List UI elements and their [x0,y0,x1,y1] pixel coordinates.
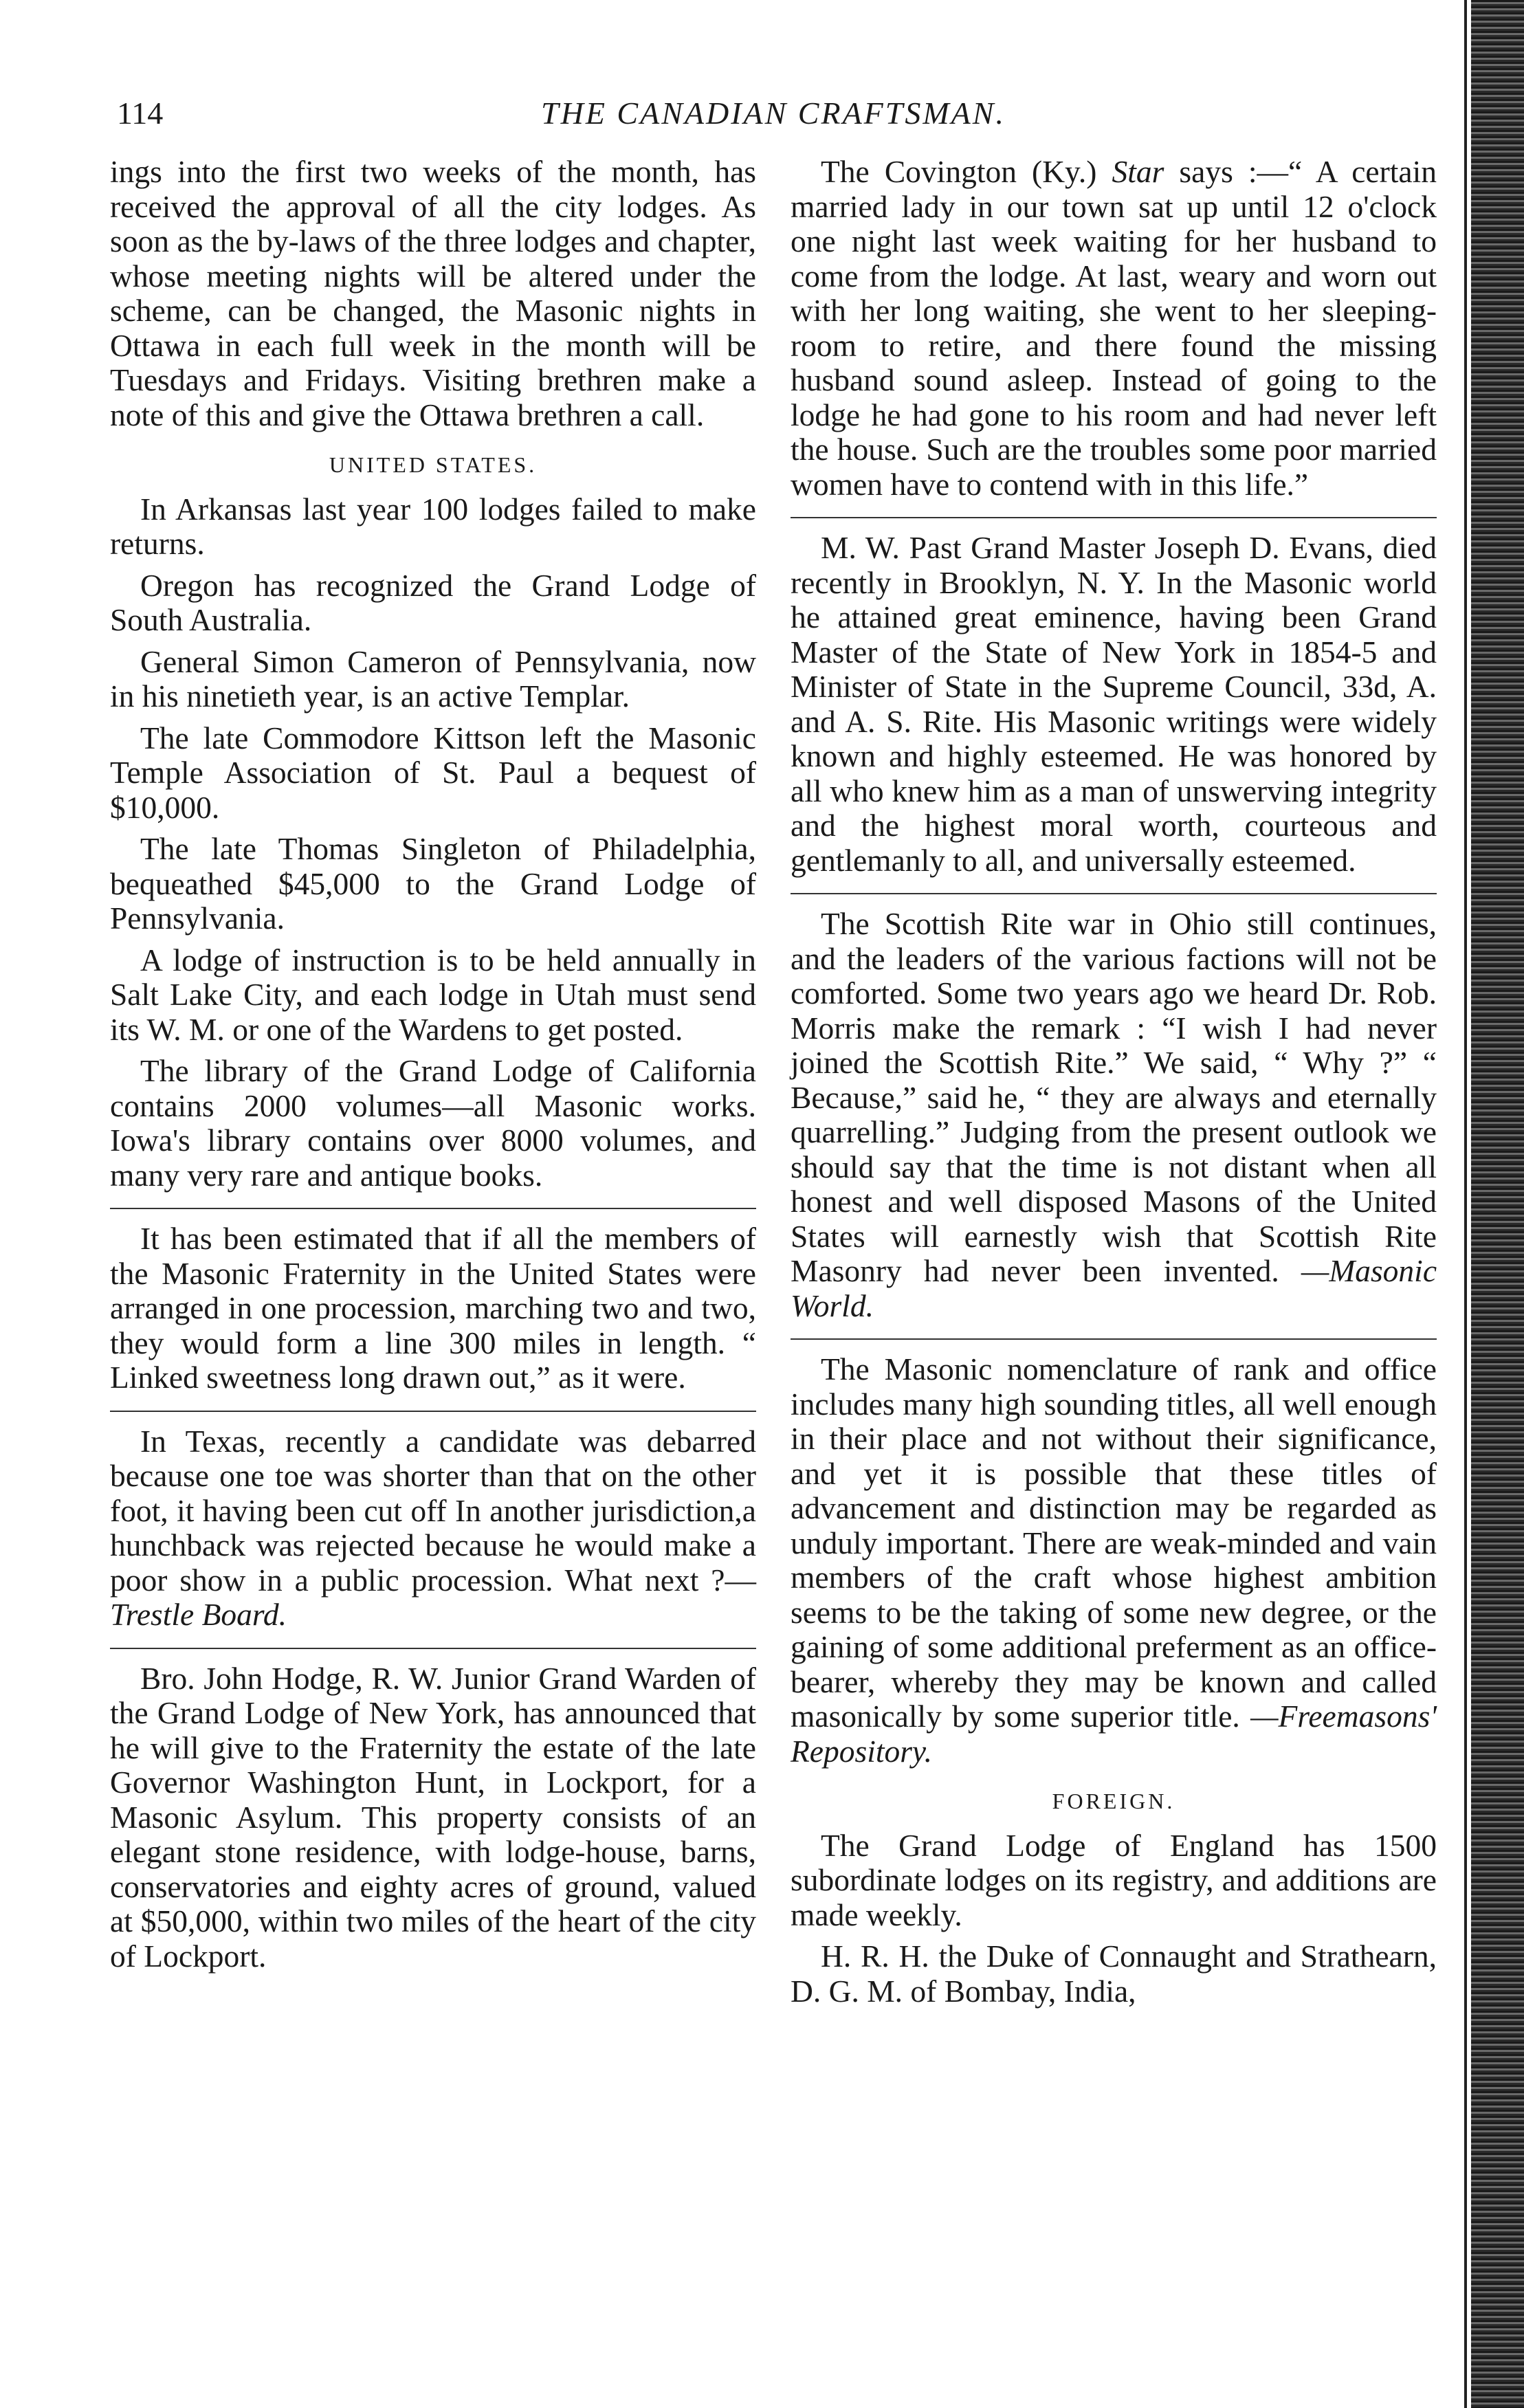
covington-post: says :—“ A certain married lady in our town sat up until 12 o'clock one night last week waiting for her husband to come from the lodge. At last, weary and worn out with her long waiting, she went to her sleeping-room to retire, and there found the missing husband sound asleep. Instead of going to the lodge he had gone to his room and had never left the house. Such are the troubles some poor married women have to contend with in this life.” [791,154,1437,502]
divider-rule [791,517,1437,518]
divider-rule [110,1208,756,1209]
covington-paragraph [791,155,1437,502]
texas-source: Trestle Board. [110,1597,287,1632]
texas-paragraph [110,1424,756,1633]
intro-paragraph: ings into the first two weeks of the month, has received the approval of all the city lodges. As soon as the by-laws of the three lodges and chapter, whose meeting nights will be altered under the scheme, can be changed, the Masonic nights in Ottawa in each full week in the month will be Tuesdays and Fridays. Visiting brethren make a note of this and give the Ottawa brethren a call. [110,154,756,432]
scottish-rite-paragraph [791,907,1437,1323]
nomenclature-text: The Masonic nomenclature of rank and office includes many high sounding titles, all well enough in their place and not without their significance, and yet it is possible that these titles of advancement and distinction may be regarded as unduly important. There are weak-minded and vain members of the craft whose highest ambition seems to be the taking of some new degree, or the gaining of some additional preferment as an office-bearer, whereby they may be known and called masonically by some superior title. [791,1351,1437,1734]
right-column [791,155,1437,2015]
divider-rule [791,893,1437,894]
page-edge-line [1464,0,1467,2408]
running-title: THE CANADIAN CRAFTSMAN. [541,96,1006,131]
news-item: The library of the Grand Lodge of California contains 2000 volumes—all Masonic works. Iowa's library contains over 8000 volumes, and many very rare and antique books. [110,1053,756,1193]
page-number: 114 [117,96,164,131]
evans-paragraph: M. W. Past Grand Master Joseph D. Evans, died recently in Brooklyn, N. Y. In the Masonic world he attained great eminence, having been Grand Master of the State of New York in 1854-5 and Minister of State in the Supreme Council, 33d, A. and A. S. Rite. His Masonic writings were widely known and highly esteemed. He was honored by all who knew him as a man of unswerving integrity and the highest moral worth, courteous and gentlemanly to all, and universally esteemed. [791,530,1437,878]
nomenclature-paragraph [791,1352,1437,1769]
news-item: In Arkansas last year 100 lodges failed to make returns. [110,491,756,561]
procession-paragraph: It has been estimated that if all the members of the Masonic Fraternity in the United States were arranged in one procession, marching two and two, they would form a line 300 miles in length. “ Linked sweetness long drawn out,” as it were. [110,1221,756,1395]
scottish-rite-source: —Masonic World. [791,1253,1437,1323]
texas-text: In Texas, recently a candidate was debarred because one toe was shorter than that on the other foot, it having been cut off In another jurisdiction,a hunchback was rejected because he would make a poor show in a public procession. What next ?— [110,1423,756,1598]
section-heading-foreign: FOREIGN. [1052,1789,1175,1813]
page-edge-border [1471,0,1524,2408]
covington-pre: The Covington (Ky.) [821,154,1112,189]
divider-rule [791,1338,1437,1340]
news-item: The late Thomas Singleton of Philadelphia, bequeathed $45,000 to the Grand Lodge of Pennsylvania. [110,831,756,936]
foreign-item: H. R. H. the Duke of Connaught and Strathearn, D. G. M. of Bombay, India, [791,1938,1437,2009]
section-heading-united-states: UNITED STATES. [329,452,538,477]
scottish-rite-text: The Scottish Rite war in Ohio still continues, and the leaders of the various factions will not be comforted. Some two years ago we heard Dr. Rob. Morris make the remark : “I wish I had never joined the Scottish Rite.” We said, “ Why ?” “ Because,” said he, “ they are always and eternally quarrelling.” Judging from the present outlook we should say that the time is not distant when all honest and well disposed Masons of the United States will earnestly wish that Scottish Rite Masonry had never been invented. [791,906,1437,1288]
nomenclature-source: —Freemasons' Repository. [791,1699,1437,1769]
news-item: A lodge of instruction is to be held annually in Salt Lake City, and each lodge in Utah must send its W. M. or one of the Wardens to get posted. [110,942,756,1047]
news-item: General Simon Cameron of Pennsylvania, now in his ninetieth year, is an active Templar. [110,643,756,714]
divider-rule [110,1411,756,1412]
news-item: Oregon has recognized the Grand Lodge of South Australia. [110,567,756,637]
left-column [110,155,756,1980]
foreign-item: The Grand Lodge of England has 1500 subordinate lodges on its registry, and additions are made weekly. [791,1827,1437,1932]
divider-rule [110,1648,756,1649]
hodge-paragraph: Bro. John Hodge, R. W. Junior Grand Warden of the Grand Lodge of New York, has announced that he will give to the Fraternity the estate of the late Governor Washington Hunt, in Lockport, for a Masonic Asylum. This property consists of an elegant stone residence, with lodge-house, barns, conservatories and eighty acres of ground, valued at $50,000, within two miles of the heart of the city of Lockport. [110,1660,756,1974]
page-header [110,86,1437,141]
news-item: The late Commodore Kittson left the Masonic Temple Association of St. Paul a bequest of $10,000. [110,720,756,825]
covington-paper: Star [1112,154,1164,189]
